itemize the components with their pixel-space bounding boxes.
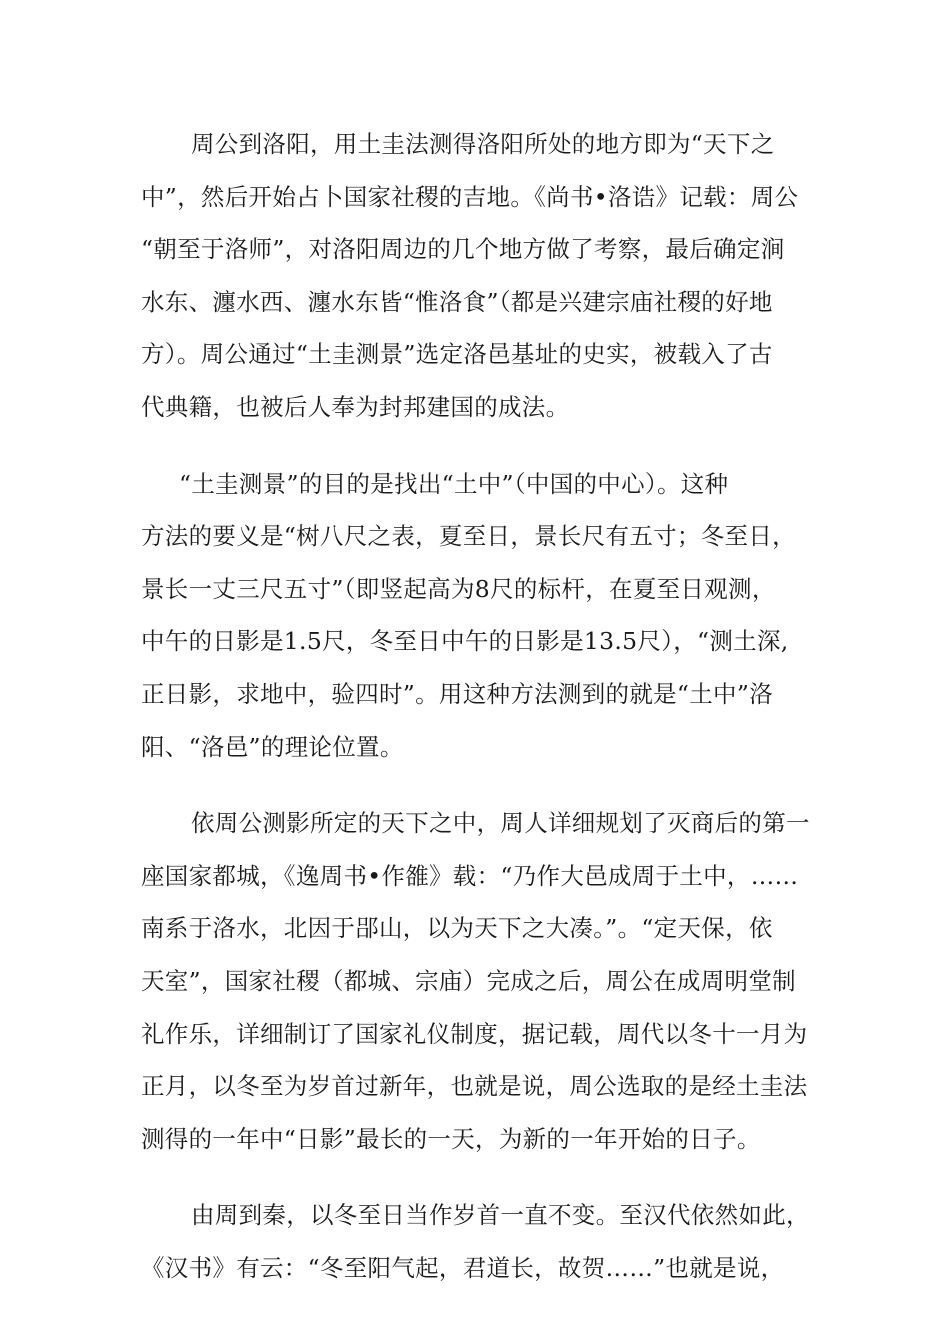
text-line: 方）。周公通过“土圭测景”选定洛邑基址的史实，被载入了古 [141, 340, 773, 369]
paragraph-3 [141, 797, 813, 1165]
text-line: 《汉书》有云：“冬至阳气起，君道长，故贺……”也就是说， [141, 1253, 785, 1282]
text-line: 礼作乐，详细制订了国家礼仪制度，据记载，周代以冬十一月为 [141, 1019, 808, 1048]
text-line: 景长一丈三尺五寸”（即竖起高为8尺的标杆，在夏至日观测， [141, 574, 776, 603]
paragraph-spacer [141, 773, 813, 797]
text-line: 周公到洛阳，用土圭法测得洛阳所处的地方即为“天下之 [191, 130, 775, 158]
text-line: “朝至于洛师”，对洛阳周边的几个地方做了考察，最后确定涧 [141, 235, 785, 264]
text-line: 测得的一年中“日影”最长的一天，为新的一年开始的日子。 [141, 1124, 761, 1153]
text-line: 座国家都城，《逸周书•作雒》载：“乃作大邑成周于土中，…… [141, 861, 799, 890]
text-line: 依周公测影所定的天下之中，周人详细规划了灭商后的第一 [191, 809, 810, 838]
text-line: 正月，以冬至为岁首过新年，也就是说，周公选取的是经土圭法 [141, 1072, 808, 1101]
text-line: “土圭测景”的目的是找出“土中”（中国的中心）。这种 [179, 469, 729, 498]
text-line: 天室”，国家社稷（都城、宗庙）完成之后，周公在成周明堂制 [141, 966, 796, 995]
body-text [141, 118, 813, 1294]
text-line: 阳、“洛邑”的理论位置。 [141, 732, 404, 761]
text-line: 代典籍，也被后人奉为封邦建国的成法。 [141, 392, 570, 421]
paragraph-2 [141, 458, 813, 774]
paragraph-1 [141, 118, 813, 434]
paragraph-4 [141, 1189, 813, 1294]
text-line: 由周到秦，以冬至日当作岁首一直不变。至汉代依然如此， [191, 1201, 810, 1230]
text-line: 中”，然后开始占卜国家社稷的吉地。《尚书•洛诰》记载：周公 [141, 182, 799, 211]
paragraph-spacer [141, 434, 813, 458]
text-line: 方法的要义是“树八尺之表，夏至日，景长尺有五寸；冬至日， [141, 522, 796, 551]
text-line: 水东、瀍水西、瀍水东皆“惟洛食”（都是兴建宗庙社稷的好地 [141, 287, 773, 316]
paragraph-spacer [141, 1165, 813, 1189]
text-line: 正日影，求地中，验四时”。用这种方法测到的就是“土中”洛 [141, 679, 773, 708]
text-line: 中午的日影是1.5尺，冬至日中午的日影是13.5尺），“测土深, [141, 627, 789, 656]
text-line: 南系于洛水，北因于郘山，以为天下之大凑。”。“定天保，依 [141, 914, 773, 943]
